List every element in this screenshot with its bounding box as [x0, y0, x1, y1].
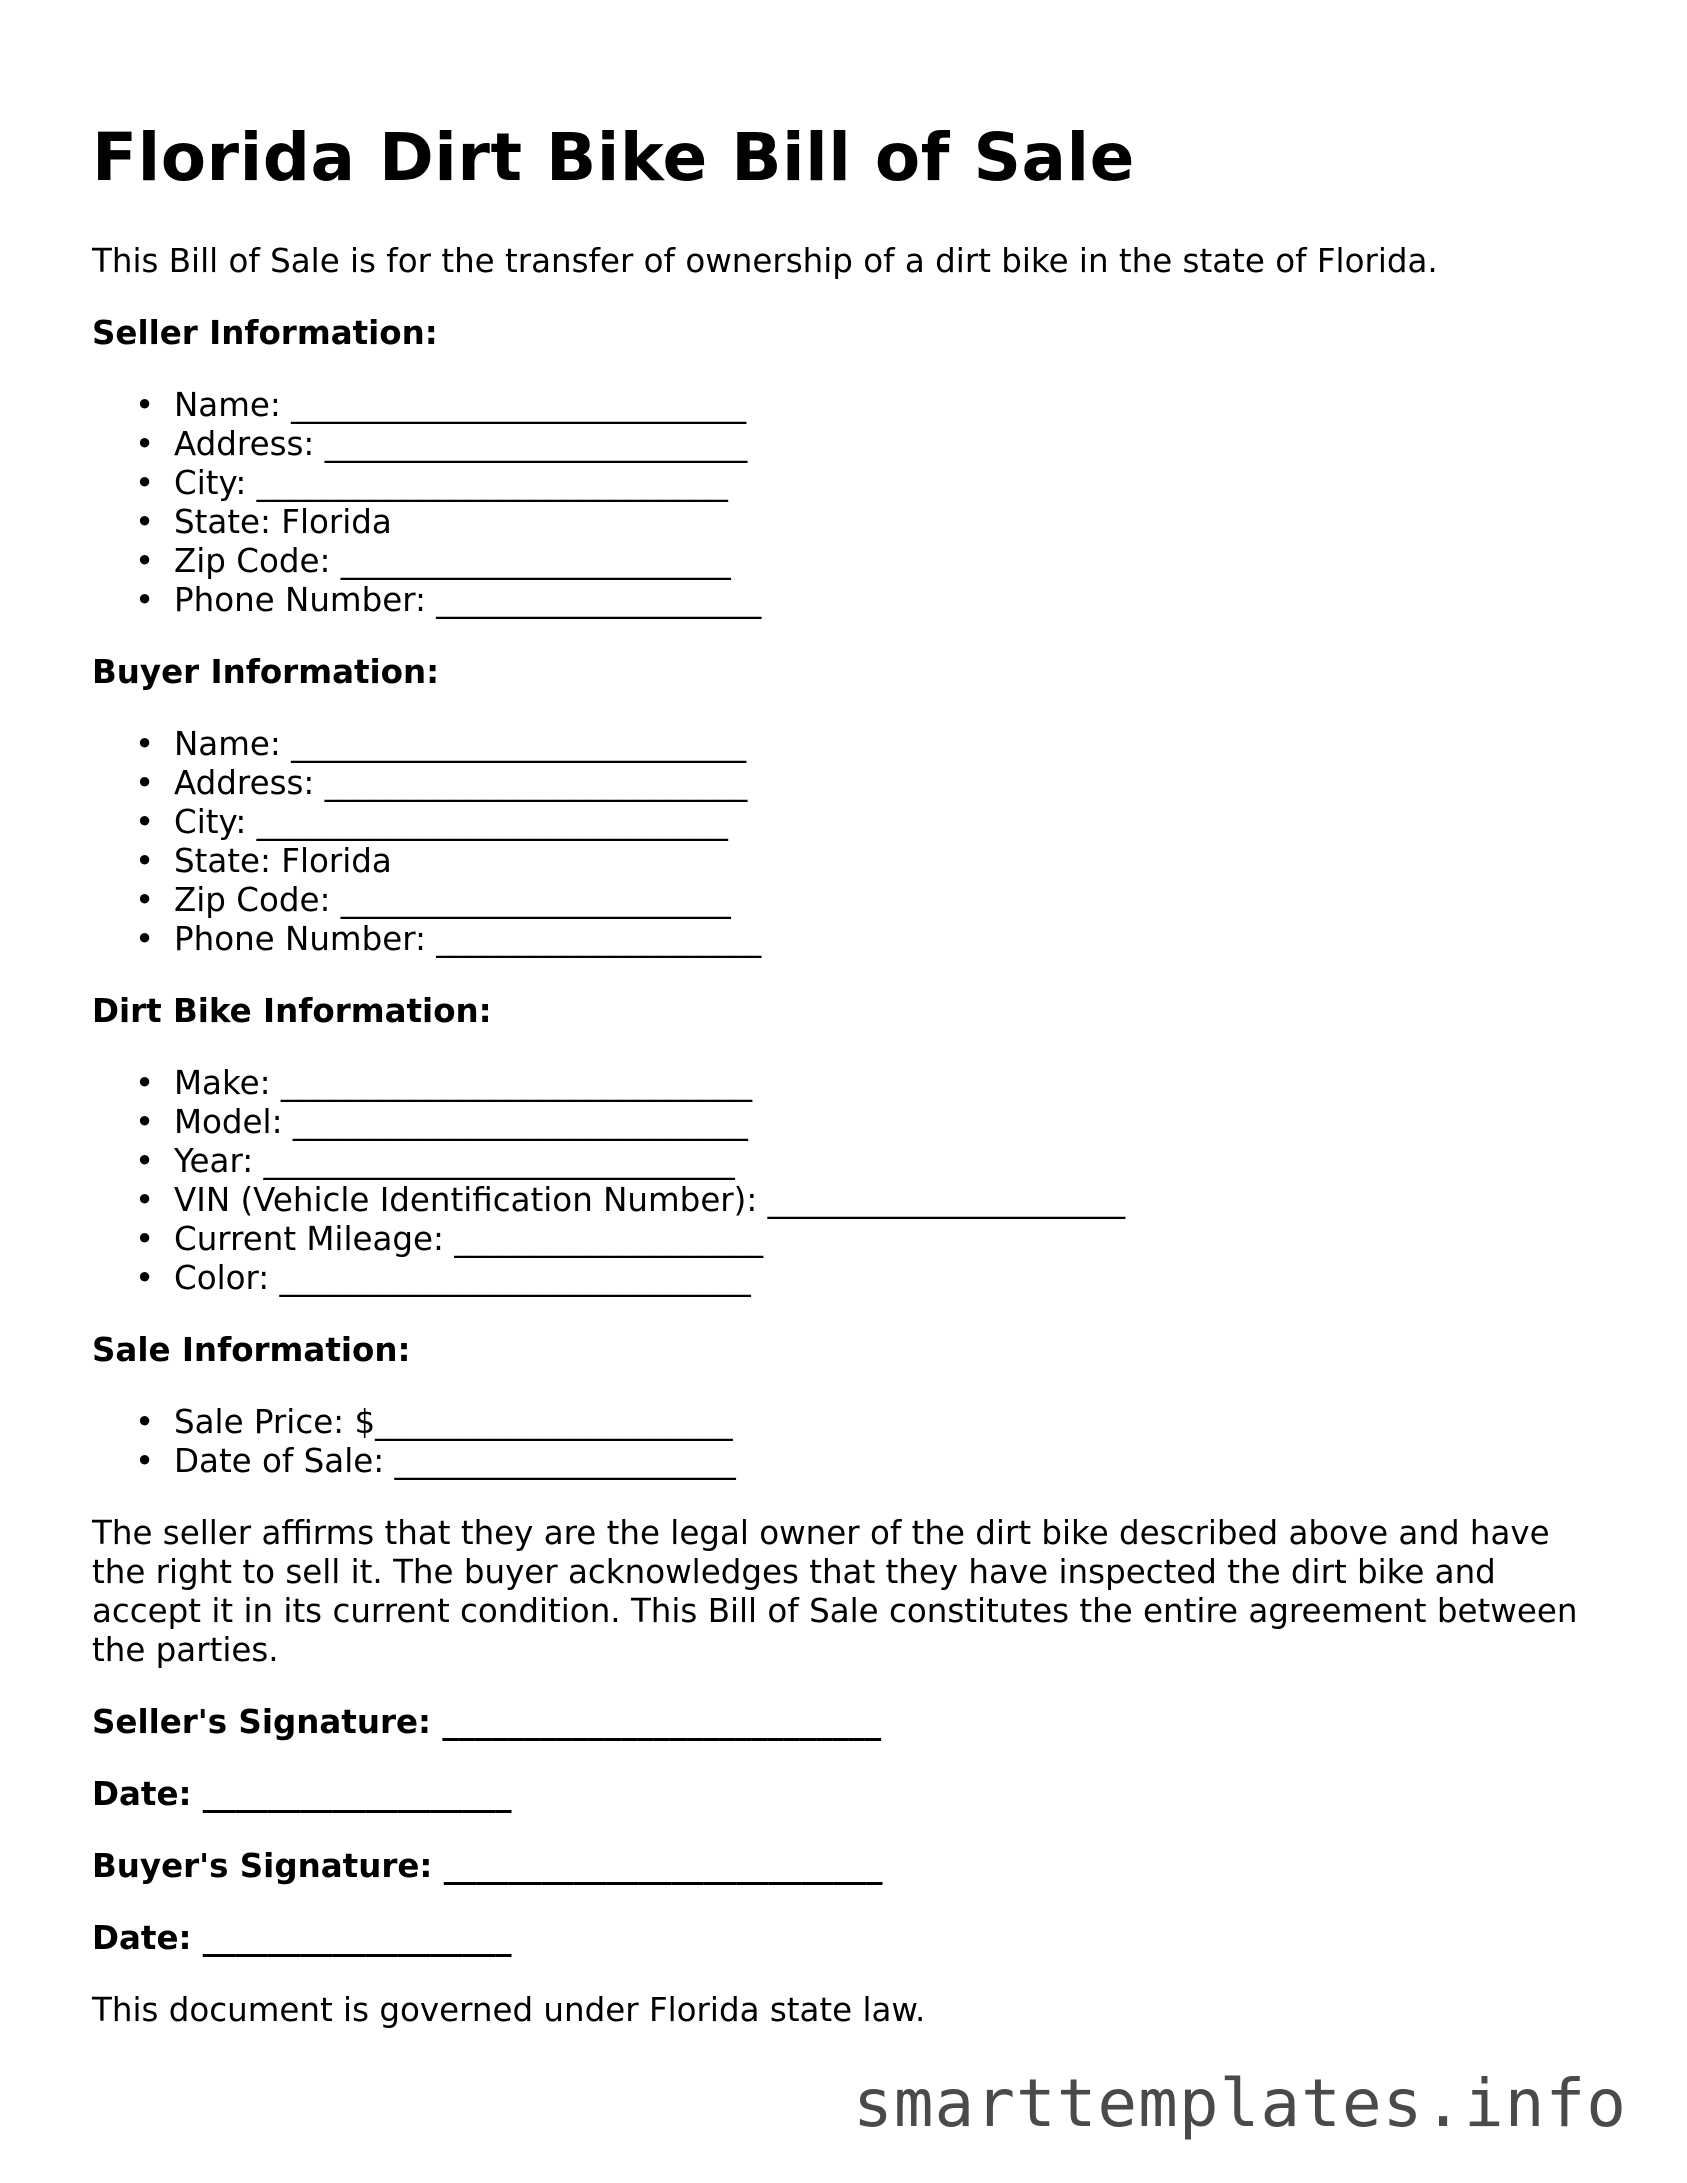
seller-name-field[interactable]: Name: ____________________________ [174, 386, 747, 424]
list-item [135, 1103, 1612, 1142]
bike-color-field[interactable]: Color: _____________________________ [174, 1259, 751, 1297]
watermark: smarttemplates.info [853, 2065, 1627, 2142]
bike-list [92, 1064, 1612, 1298]
buyer-signature-field[interactable]: Buyer's Signature: ___________________________ [92, 1847, 883, 1885]
list-item [135, 764, 1612, 803]
bullet-icon: • [135, 803, 155, 841]
seller-city-field[interactable]: City: _____________________________ [174, 464, 728, 502]
list-item [135, 842, 1612, 881]
list-item [135, 1442, 1612, 1481]
affirmation-paragraph: The seller affirms that they are the legal owner of the dirt bike described above and have the right to sell it. The buyer acknowledges that they have inspected the dirt bike and accept it in its current condition. This Bill of Sale constitutes the entire agreement between the parties. [92, 1514, 1578, 1669]
bullet-icon: • [135, 581, 155, 619]
bullet-icon: • [135, 464, 155, 502]
bullet-icon: • [135, 1220, 155, 1258]
intro-text: This Bill of Sale is for the transfer of ownership of a dirt bike in the state of Florida. [92, 242, 1438, 280]
list-item [135, 1142, 1612, 1181]
bike-heading: Dirt Bike Information: [92, 992, 492, 1030]
list-item [135, 725, 1612, 764]
bike-mileage-field[interactable]: Current Mileage: ___________________ [174, 1220, 764, 1258]
sale-list [92, 1403, 1612, 1481]
sale-heading: Sale Information: [92, 1331, 411, 1369]
seller-address-field[interactable]: Address: __________________________ [174, 425, 748, 463]
document-page [92, 118, 1612, 2030]
sale-date-field[interactable]: Date of Sale: _____________________ [174, 1442, 736, 1480]
buyer-name-field[interactable]: Name: ____________________________ [174, 725, 747, 763]
seller-state-text: State: Florida [174, 503, 392, 541]
list-item [135, 881, 1612, 920]
list-item [135, 1220, 1612, 1259]
bike-model-field[interactable]: Model: ____________________________ [174, 1103, 748, 1141]
bike-vin-field[interactable]: VIN (Vehicle Identification Number): ______________________ [174, 1181, 1126, 1219]
bullet-icon: • [135, 425, 155, 463]
list-item [135, 464, 1612, 503]
bullet-icon: • [135, 881, 155, 919]
bullet-icon: • [135, 386, 155, 424]
list-item [135, 503, 1612, 542]
list-item [135, 1403, 1612, 1442]
governing-law-text: This document is governed under Florida state law. [92, 1991, 926, 2029]
list-item [135, 425, 1612, 464]
bike-make-field[interactable]: Make: _____________________________ [174, 1064, 753, 1102]
bullet-icon: • [135, 764, 155, 802]
list-item [135, 386, 1612, 425]
list-item [135, 1259, 1612, 1298]
sale-price-field[interactable]: Sale Price: $______________________ [174, 1403, 733, 1441]
list-item [135, 581, 1612, 620]
seller-heading: Seller Information: [92, 314, 438, 352]
bullet-icon: • [135, 1142, 155, 1180]
list-item [135, 1064, 1612, 1103]
buyer-date-field[interactable]: Date: ___________________ [92, 1919, 512, 1957]
buyer-state-text: State: Florida [174, 842, 392, 880]
bullet-icon: • [135, 725, 155, 763]
buyer-heading: Buyer Information: [92, 653, 440, 691]
buyer-phone-field[interactable]: Phone Number: ____________________ [174, 920, 762, 958]
bike-year-field[interactable]: Year: _____________________________ [174, 1142, 735, 1180]
bullet-icon: • [135, 1259, 155, 1297]
bullet-icon: • [135, 920, 155, 958]
list-item [135, 920, 1612, 959]
bullet-icon: • [135, 1181, 155, 1219]
bullet-icon: • [135, 1064, 155, 1102]
seller-phone-field[interactable]: Phone Number: ____________________ [174, 581, 762, 619]
bullet-icon: • [135, 842, 155, 880]
seller-zip-field[interactable]: Zip Code: ________________________ [174, 542, 731, 580]
bullet-icon: • [135, 1103, 155, 1141]
seller-date-field[interactable]: Date: ___________________ [92, 1775, 512, 1813]
list-item [135, 803, 1612, 842]
list-item [135, 542, 1612, 581]
list-item [135, 1181, 1612, 1220]
seller-signature-field[interactable]: Seller's Signature: ___________________________ [92, 1703, 882, 1741]
bullet-icon: • [135, 1442, 155, 1480]
seller-list [92, 386, 1612, 620]
buyer-list [92, 725, 1612, 959]
bullet-icon: • [135, 503, 155, 541]
buyer-zip-field[interactable]: Zip Code: ________________________ [174, 881, 731, 919]
bullet-icon: • [135, 542, 155, 580]
bullet-icon: • [135, 1403, 155, 1441]
buyer-address-field[interactable]: Address: __________________________ [174, 764, 748, 802]
buyer-city-field[interactable]: City: _____________________________ [174, 803, 728, 841]
document-title: Florida Dirt Bike Bill of Sale [92, 119, 1135, 196]
